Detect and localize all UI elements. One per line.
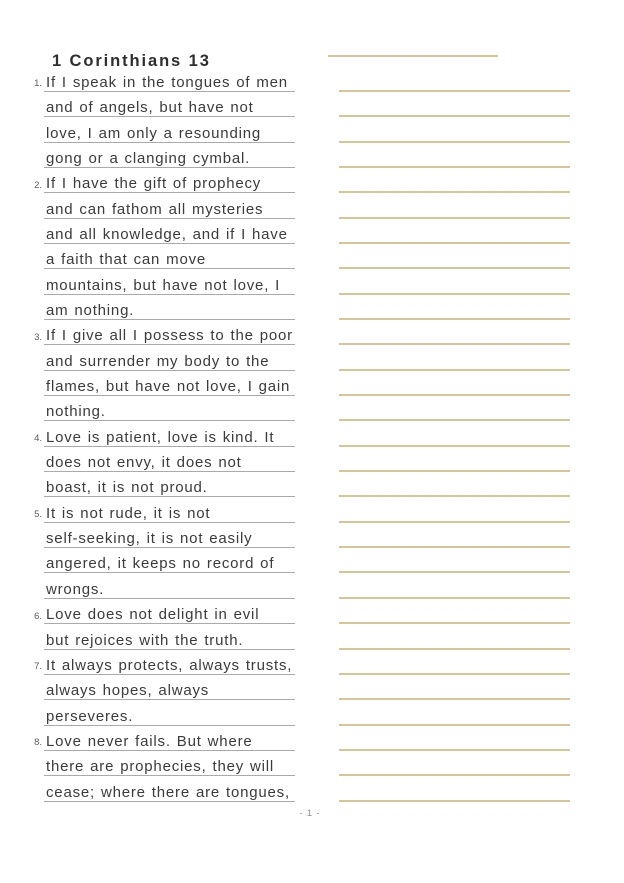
writing-line bbox=[339, 548, 570, 573]
writing-line bbox=[339, 193, 570, 218]
verse-line-text: cease; where there are tongues, bbox=[46, 783, 290, 801]
writing-line bbox=[339, 523, 570, 548]
verse-line-text: and of angels, but have not bbox=[46, 99, 254, 117]
verse-line bbox=[44, 700, 295, 725]
verse-line bbox=[44, 371, 295, 396]
writing-line bbox=[339, 650, 570, 675]
verse-line-text: Love does not delight in evil bbox=[46, 606, 260, 624]
verse-line bbox=[34, 726, 295, 751]
verse-text-column bbox=[34, 67, 295, 802]
verse-line-text: It is not rude, it is not bbox=[46, 504, 211, 522]
writing-line bbox=[339, 67, 570, 92]
verse-line-text: and surrender my body to the bbox=[46, 352, 270, 370]
verse-line bbox=[44, 295, 295, 320]
verse-line bbox=[44, 219, 295, 244]
writing-line bbox=[339, 447, 570, 472]
verse-line-text: mountains, but have not love, I bbox=[46, 276, 281, 294]
verse-line bbox=[44, 675, 295, 700]
writing-line bbox=[339, 497, 570, 522]
writing-line bbox=[339, 168, 570, 193]
verse-line-text: does not envy, it does not bbox=[46, 454, 242, 472]
writing-line bbox=[339, 472, 570, 497]
verse-line-text: there are prophecies, they will bbox=[46, 758, 275, 776]
verse-number: 2. bbox=[34, 179, 42, 191]
writing-line bbox=[339, 219, 570, 244]
verse-line-text: boast, it is not proud. bbox=[46, 479, 208, 497]
writing-line bbox=[339, 573, 570, 598]
page-number: - 1 - bbox=[299, 808, 321, 818]
writing-line bbox=[339, 371, 570, 396]
writing-line bbox=[339, 599, 570, 624]
verse-number: 6. bbox=[34, 610, 42, 622]
verse-line bbox=[44, 244, 295, 269]
verse-number: 8. bbox=[34, 737, 42, 749]
verse-line-text: angered, it keeps no record of bbox=[46, 555, 275, 573]
writing-line bbox=[339, 700, 570, 725]
verse-line-text: a faith that can move bbox=[46, 251, 207, 269]
verse-line-text: Love is patient, love is kind. It bbox=[46, 428, 275, 446]
verse-line-text: but rejoices with the truth. bbox=[46, 631, 244, 649]
verse-line bbox=[44, 193, 295, 218]
verse-line-text: wrongs. bbox=[46, 580, 105, 598]
writing-line bbox=[339, 244, 570, 269]
writing-line bbox=[339, 295, 570, 320]
verse-line bbox=[44, 548, 295, 573]
verse-line-text: Love never fails. But where bbox=[46, 732, 253, 750]
verse-line-text: If I have the gift of prophecy bbox=[46, 175, 262, 193]
verse-number: 7. bbox=[34, 661, 42, 673]
writing-line bbox=[339, 726, 570, 751]
verse-line bbox=[44, 117, 295, 142]
writing-line bbox=[339, 776, 570, 801]
verse-line bbox=[44, 269, 295, 294]
verse-number: 3. bbox=[34, 331, 42, 343]
verse-line bbox=[44, 523, 295, 548]
verse-line-text: If I speak in the tongues of men bbox=[46, 73, 288, 91]
verse-line-text: always hopes, always bbox=[46, 682, 210, 700]
verse-line bbox=[34, 497, 295, 522]
verse-line-text: self-seeking, it is not easily bbox=[46, 530, 253, 548]
writing-line bbox=[339, 751, 570, 776]
verse-line bbox=[34, 320, 295, 345]
verse-line bbox=[44, 624, 295, 649]
verse-number: 1. bbox=[34, 78, 42, 90]
writing-line bbox=[339, 624, 570, 649]
verse-line bbox=[44, 396, 295, 421]
writing-line bbox=[339, 345, 570, 370]
verse-line-text: If I give all I possess to the poor bbox=[46, 327, 293, 345]
verse-line-text: nothing. bbox=[46, 403, 106, 421]
verse-line-text: and all knowledge, and if I have bbox=[46, 226, 288, 243]
writing-line bbox=[339, 320, 570, 345]
writing-line bbox=[339, 421, 570, 446]
verse-line-text: gong or a clanging cymbal. bbox=[46, 149, 251, 167]
writing-line bbox=[339, 143, 570, 168]
verse-line-text: It always protects, always trusts, bbox=[46, 656, 293, 674]
verse-line bbox=[44, 345, 295, 370]
writing-line bbox=[339, 92, 570, 117]
verse-line bbox=[44, 143, 295, 168]
verse-line-text: am nothing. bbox=[46, 302, 135, 320]
verse-line bbox=[44, 92, 295, 117]
verse-number: 4. bbox=[34, 433, 42, 445]
verse-line bbox=[44, 472, 295, 497]
verse-line bbox=[44, 751, 295, 776]
page-title: 1 Corinthians 13 bbox=[52, 52, 211, 71]
verse-number: 5. bbox=[34, 509, 42, 521]
verse-line-text: and can fathom all mysteries bbox=[46, 200, 264, 218]
verse-line bbox=[44, 447, 295, 472]
writing-line bbox=[339, 396, 570, 421]
writing-line bbox=[339, 117, 570, 142]
verse-line bbox=[34, 599, 295, 624]
title-writing-line bbox=[328, 55, 498, 57]
verse-line-text: perseveres. bbox=[46, 707, 134, 725]
verse-line bbox=[34, 67, 295, 92]
writing-lines-column bbox=[339, 67, 570, 802]
verse-line bbox=[34, 650, 295, 675]
verse-line-text: love, I am only a resounding bbox=[46, 124, 262, 142]
verse-line bbox=[34, 421, 295, 446]
verse-line bbox=[34, 168, 295, 193]
verse-line-text: flames, but have not love, I gain bbox=[46, 378, 291, 396]
writing-line bbox=[339, 269, 570, 294]
verse-line bbox=[44, 776, 295, 801]
writing-line bbox=[339, 675, 570, 700]
verse-line bbox=[44, 573, 295, 598]
